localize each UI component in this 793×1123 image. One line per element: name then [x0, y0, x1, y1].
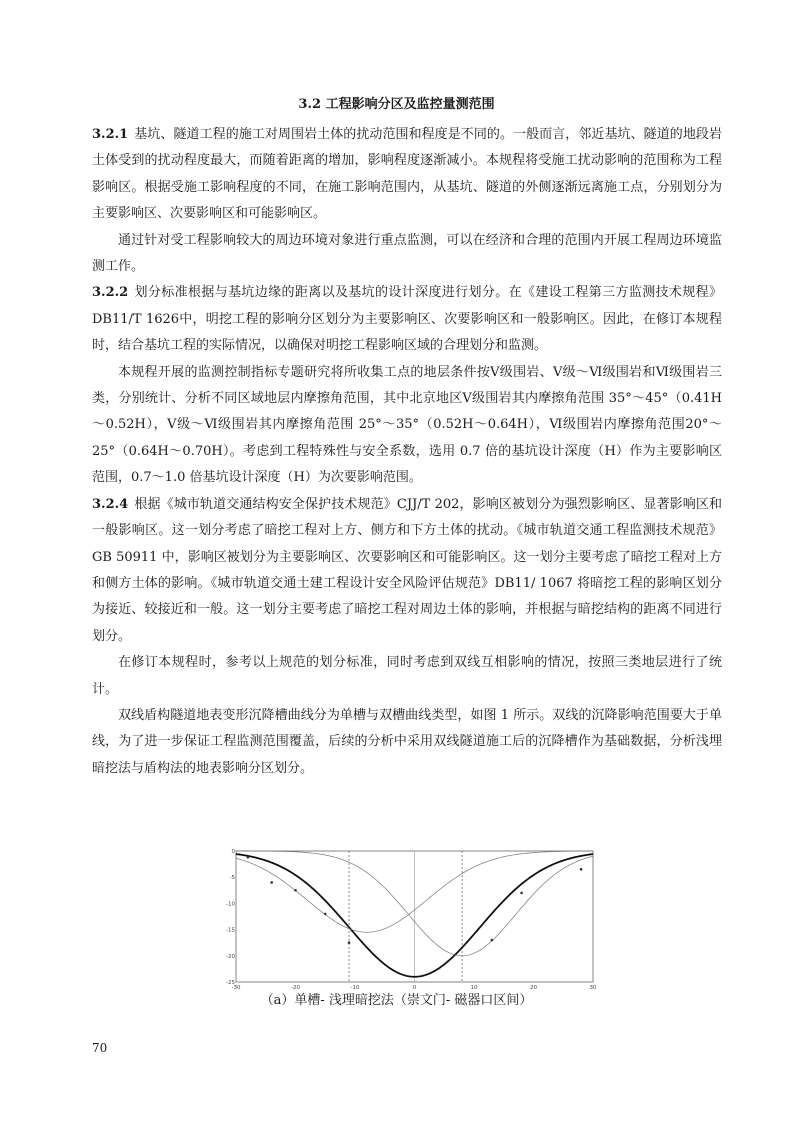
paragraph-text: 通过针对受工程影响较大的周边环境对象进行重点监测，可以在经济和合理的范围内开展工程周边环境监测工作。: [92, 232, 722, 275]
measured-point: [580, 868, 583, 871]
y-tick-label: -25: [226, 980, 235, 986]
body-text: [92, 122, 722, 782]
settlement-trough-chart: [228, 845, 598, 991]
paragraph: [92, 650, 722, 703]
measured-point: [294, 889, 297, 892]
x-tick-label: 20: [530, 985, 537, 991]
measured-point: [324, 913, 327, 916]
y-tick-label: -10: [226, 901, 235, 908]
y-tick-label: -20: [226, 953, 235, 960]
measured-point: [247, 856, 250, 859]
y-tick-label: -15: [226, 927, 235, 934]
x-tick-label: -10: [350, 985, 360, 991]
y-tick-label: -5: [229, 875, 235, 882]
paragraph-text: 划分标准根据与基坑边缘的距离以及基坑的设计深度进行划分。在《建设工程第三方监测技术规程》DB11/T 1626中，明挖工程的影响分区划分为主要影响区、次要影响区和一般影响区。因此，在修订本规程时，结合基坑工程的实际情况，以确保对明挖工程影响区域的合理划分和监测。: [92, 285, 722, 354]
page-number: 70: [92, 1041, 108, 1055]
section-title: 3.2 工程影响分区及监控量测范围: [298, 97, 495, 112]
paragraph-3-2-2: [92, 280, 722, 359]
paragraph: [92, 228, 722, 281]
measured-point: [520, 892, 523, 895]
measured-point: [348, 941, 351, 944]
paragraph: [92, 703, 722, 782]
clause-number: 3.2.4: [92, 496, 129, 512]
paragraph-text: 本规程开展的监测控制指标专题研究将所收集工点的地层条件按Ⅴ级围岩、Ⅴ级～Ⅵ级围岩和Ⅵ级围岩三类，分别统计、分析不同区域地层内摩擦角范围，其中北京地区Ⅴ级围岩其内摩擦角范围 35°～45°（0.41H～0.52H），Ⅴ级～Ⅵ级围岩其内摩擦角范围 25°～35°（0.52H～0.64H），Ⅵ级围岩内摩擦角范围20°～25°（0.64H～0.70H）。考虑到工程特殊性与安全系数，选用 0.7 倍的基坑设计深度（H）作为主要影响区范围，0.7～1.0 倍基坑设计深度（H）为次要影响范围。: [92, 364, 722, 486]
x-tick-label: -20: [291, 985, 300, 991]
paragraph-text: 双线盾构隧道地表变形沉降槽曲线分为单槽与双槽曲线类型，如图 1 所示。双线的沉降影响范围要大于单线，为了进一步保证工程监测范围覆盖，后续的分析中采用双线隧道施工后的沉降槽作为基础数据，分析浅埋暗挖法与盾构法的地表影响分区划分。: [92, 707, 722, 776]
measured-point: [491, 939, 494, 942]
x-tick-label: -30: [231, 985, 241, 991]
paragraph-3-2-1: [92, 122, 722, 228]
y-tick-label: 0: [231, 849, 235, 855]
figure-caption: （a）单槽- 浅理暗挖法（崇文门- 磁器口区间）: [260, 993, 533, 1008]
clause-number: 3.2.2: [92, 285, 129, 301]
paragraph: [92, 360, 722, 492]
measured-point: [270, 881, 273, 884]
paragraph-3-2-4: [92, 492, 722, 650]
paragraph-text: 在修订本规程时，参考以上规范的划分标准，同时考虑到双线互相影响的情况，按照三类地层进行了统计。: [92, 655, 722, 697]
paragraph-text: 根据《城市轨道交通结构安全保护技术规范》CJJ/T 202，影响区被划分为强烈影响区、显著影响区和一般影响区。这一划分考虑了暗挖工程对上方、侧方和下方土体的扰动。《城市轨道交通工程监测技术规范》GB 50911 中，影响区被划分为主要影响区、次要影响区和可能影响区。这一划分主要考虑了暗挖工程对上方和侧方土体的影响。《城市轨道交通土建工程设计安全风险评估规范》DB11/ 1067 将暗挖工程的影响区划分为接近、较接近和一般。这一划分主要考虑了暗挖工程对周边土体的影响，并根据与暗挖结构的距离不同进行划分。: [92, 496, 722, 644]
clause-number: 3.2.1: [92, 127, 129, 142]
x-tick-label: 10: [470, 985, 478, 991]
x-tick-label: 30: [589, 985, 597, 991]
paragraph-text: 基坑、隧道工程的施工对周围岩土体的扰动范围和程度是不同的。一般而言，邻近基坑、隧道的地段岩土体受到的扰动程度最大，而随着距离的增加，影响程度逐渐减小。本规程将受施工扰动影响的范围称为工程影响区。根据受施工影响程度的不同，在施工影响范围内，从基坑、隧道的外侧逐渐远离施工点，分别划分为主要影响区、次要影响区和可能影响区。: [92, 127, 722, 222]
x-tick-label: 0: [412, 985, 417, 991]
